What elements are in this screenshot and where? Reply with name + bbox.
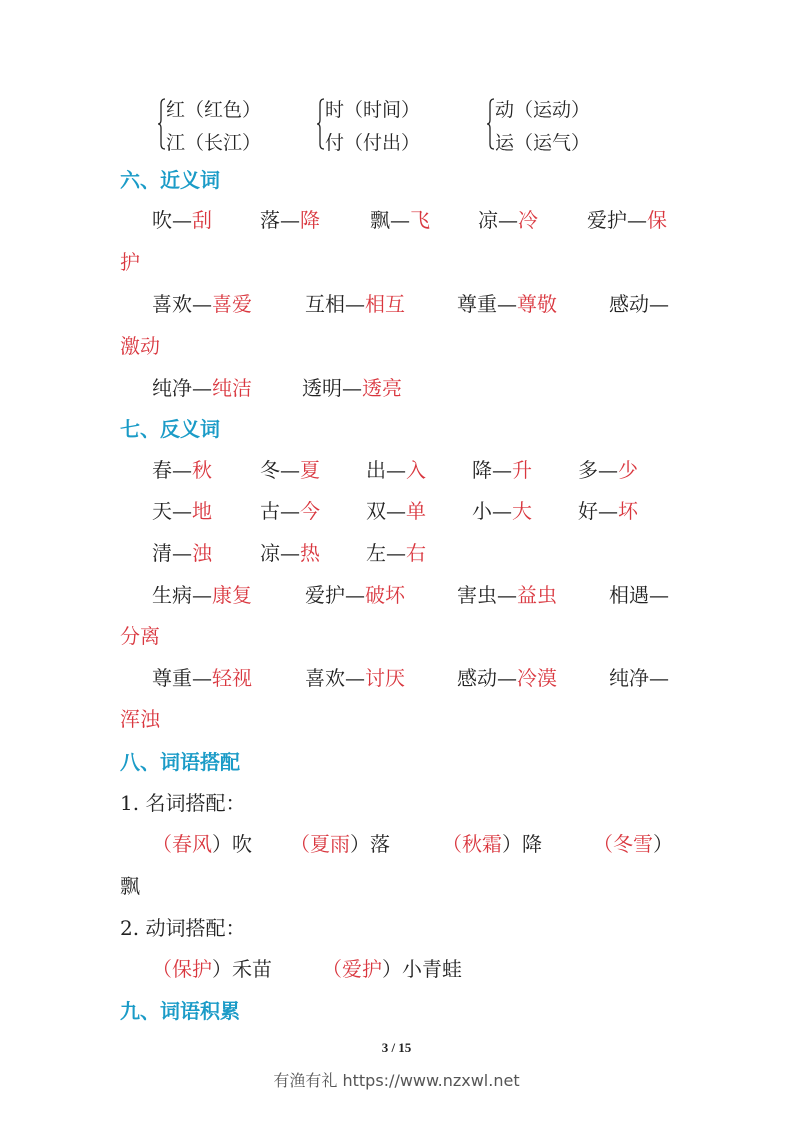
brace-icon	[158, 98, 166, 150]
page-number: 3 / 15	[381, 1040, 412, 1055]
document-page: 红（红色） 江（长江） 时（时间） 付（付出） 动（运动） 运（运气） 六、近义词 吹—刮 落—降 飘—飞 凉—冷 爱护—保 护 喜欢—喜爱 互相—相互 尊重—尊敬 感动— 激动 纯净—纯洁 透明—透亮 七、反义词 春—秋 冬—夏 出—入 降—升 多—少 天—地 古—今 双—单 小—大 好—坏 清—浊 凉—热 左—右 生病—康复 爱护—破坏 害虫—益虫 相遇— 分离 尊重—轻视 喜欢—讨厌 感动—冷漠 纯净— 浑浊 八、词语搭配 1. 名词搭配： （春风）吹 （夏雨）落 （秋霜）降 （冬雪） 飘 2. 动词搭配： （保护）禾苗 （爱护）小青蛙 九、词语积累 3 / 15 有渔有礼 https://www.nzxwl.net	[0, 0, 793, 1122]
section-heading-collocations: 八、词语搭配	[120, 750, 240, 774]
section-heading-antonyms: 七、反义词	[120, 417, 220, 441]
section-heading-vocabulary: 九、词语积累	[120, 999, 240, 1023]
brace-icon	[487, 98, 495, 150]
section-heading-synonyms: 六、近义词	[120, 168, 220, 192]
brace-icon	[317, 98, 325, 150]
subsection-noun: 1. 名词搭配：	[120, 791, 246, 815]
watermark: 有渔有礼 https://www.nzxwl.net	[273, 1071, 520, 1090]
subsection-verb: 2. 动词搭配：	[120, 916, 246, 940]
